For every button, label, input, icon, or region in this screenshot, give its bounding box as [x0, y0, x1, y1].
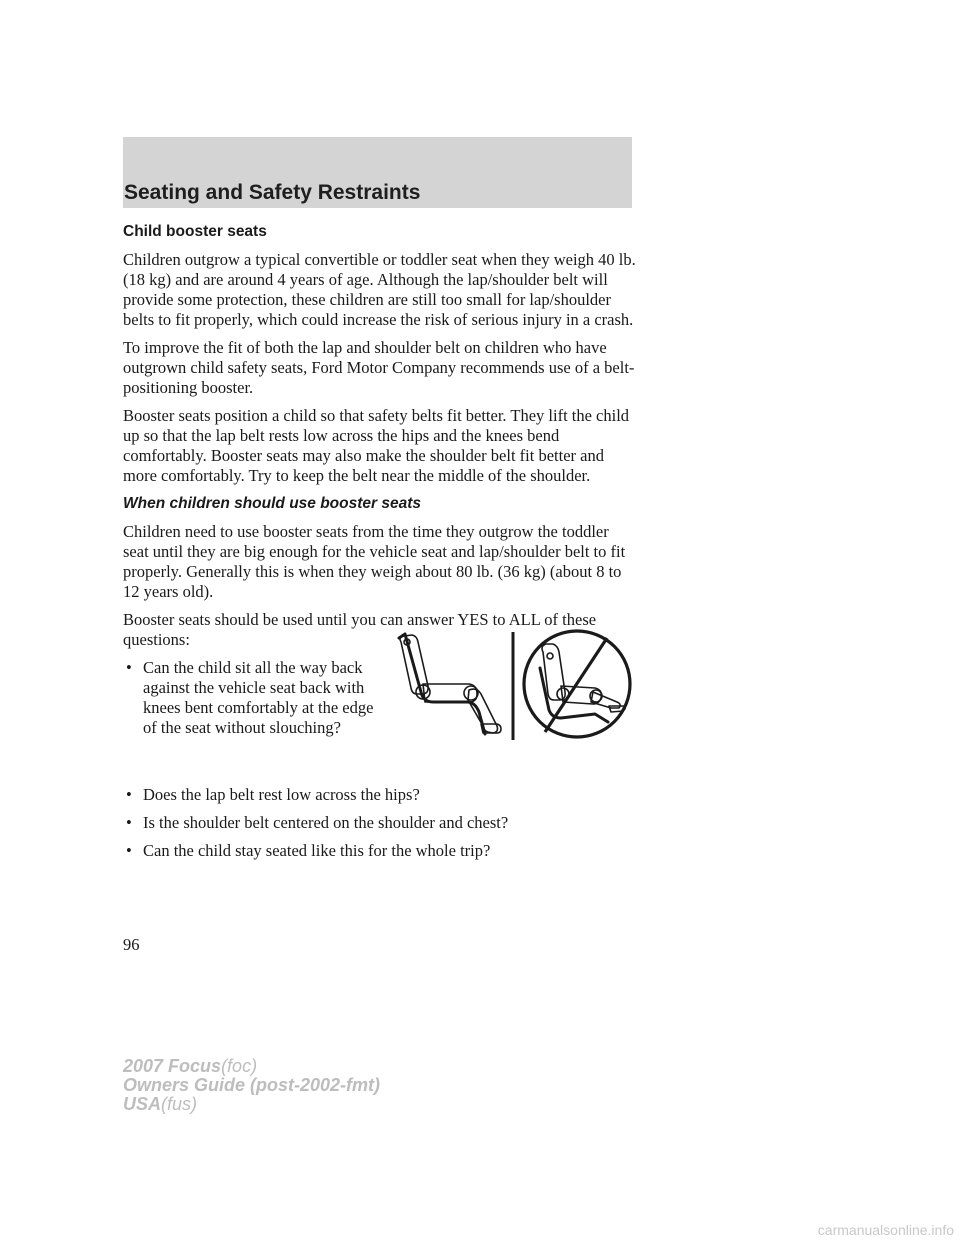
- list-item: [123, 658, 378, 738]
- bullet-icon: •: [126, 841, 132, 860]
- list-item-text: Can the child stay seated like this for the whole trip?: [143, 841, 491, 860]
- bullet-icon: •: [126, 813, 132, 832]
- section-heading: Child booster seats: [123, 223, 267, 240]
- footer-region: USA: [123, 1094, 162, 1114]
- list-item-text: Does the lap belt rest low across the hips?: [143, 785, 420, 804]
- footer-model: 2007 Focus: [123, 1056, 222, 1076]
- list-item: [123, 841, 638, 861]
- footer: [123, 1057, 380, 1114]
- list-item: [123, 813, 638, 833]
- footer-model-line: [123, 1057, 380, 1076]
- bullet-icon: •: [126, 785, 132, 804]
- page-title: Seating and Safety Restraints: [124, 181, 421, 204]
- paragraph: Booster seats position a child so that safety belts fit better. They lift the child up so that the lap belt rests low across the hips and the knees bend comfortably. Booster seats may also make the shoulder belt fit better and more comfortably. Try to keep the belt near the middle of the shoulder.: [123, 406, 630, 485]
- paragraph: Booster seats should be used until you can answer YES to ALL of these questions:: [123, 610, 597, 649]
- correct-seating-icon: [399, 634, 501, 734]
- list-item-text: Is the shoulder belt centered on the shoulder and chest?: [143, 813, 509, 832]
- paragraph: Children need to use booster seats from the time they outgrow the toddler seat until they are big enough for the vehicle seat and lap/shoulder belt to fit properly. Generally this is when they weigh about 80 lb. (36 kg) (about 8 to 12 years old).: [123, 522, 626, 601]
- subsection-heading: When children should use booster seats: [123, 495, 421, 512]
- paragraph: Children outgrow a typical convertible or toddler seat when they weigh 40 lb. (18 kg) and are around 4 years of age. Although the lap/shoulder belt will provide some protection, these children are still too small for lap/shoulder belts to fit properly, which could increase the risk of serious injury in a crash.: [123, 250, 636, 329]
- paragraph: To improve the fit of both the lap and shoulder belt on children who have outgrown child safety seats, Ford Motor Company recommends use of a belt-positioning booster.: [123, 338, 635, 397]
- list-item: [123, 785, 638, 805]
- footer-model-code: (foc): [221, 1056, 258, 1076]
- main-content: [123, 222, 638, 869]
- watermark: carmanualsonline.info: [817, 1222, 954, 1238]
- footer-guide: Owners Guide (post-2002-fmt): [123, 1075, 381, 1095]
- footer-guide-line: [123, 1076, 380, 1095]
- incorrect-seating-icon: [540, 644, 625, 722]
- bullet-icon: •: [126, 658, 132, 677]
- footer-region-line: [123, 1095, 380, 1114]
- list-item-text: Can the child sit all the way back against the vehicle seat back with knees bent comfortably at the edge of the seat without slouching?: [143, 658, 374, 737]
- booster-seat-illustration: [395, 622, 635, 742]
- footer-region-code: (fus): [161, 1094, 198, 1114]
- prohibition-icon: [524, 631, 630, 737]
- page-number: 96: [123, 935, 140, 954]
